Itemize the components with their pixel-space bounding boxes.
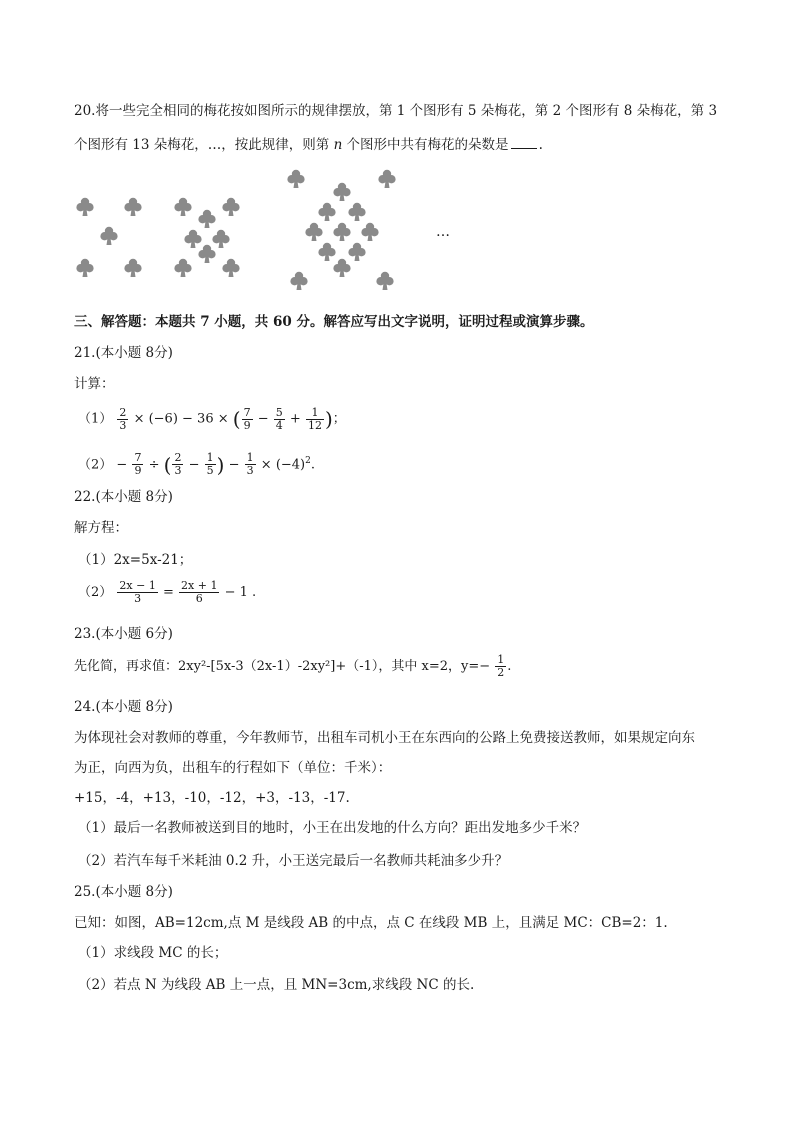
q23-header: 23.(本小题 6分) xyxy=(74,626,173,642)
fraction: $\frac{1}{2}$ xyxy=(497,653,505,679)
section3-heading: 三、解答题：本题共 7 小题，共 60 分。解答应写出文字说明，证明过程或演算步骤。 xyxy=(74,314,594,330)
punct: ； xyxy=(332,411,346,427)
club-icon xyxy=(76,197,94,217)
q21-p2-label: （2） xyxy=(78,457,113,473)
figure-ellipsis: … xyxy=(436,224,450,240)
q21-part1: （1） $\frac{2}{3}$ × (−6) − 36 × ( $\frac{7}{9}$ − $\frac{5}{4}$ + $\frac{1}{12}$ )； xyxy=(78,405,346,432)
q23-text xyxy=(74,652,511,682)
q22-part2 xyxy=(78,578,256,608)
q20-line2-pre: 个图形有 13 朵梅花，…，按此规律，则第 xyxy=(74,137,334,153)
punct: . xyxy=(310,457,316,473)
q23-body: 先化简，再求值：2xy²-[5x-3（2x-1）-2xy²]+（-1），其中 x=2，y=− xyxy=(74,659,491,674)
operator: − xyxy=(257,411,269,427)
q20-line2-post: 个图形中共有梅花的朵数是 xyxy=(342,137,509,153)
club-icon xyxy=(287,169,305,189)
answer-blank xyxy=(511,134,537,149)
q21-p2-tail: × (−4) xyxy=(260,457,306,473)
q20-line2-end: . xyxy=(538,137,543,153)
fraction: $\frac{1}{5}$ xyxy=(206,451,214,478)
fraction: $\frac{5}{4}$ xyxy=(275,405,283,432)
club-icon xyxy=(124,197,142,217)
q22-p2-tail: − 1 . xyxy=(224,585,257,600)
q22-instruction: 解方程： xyxy=(74,520,128,536)
operator: = xyxy=(162,585,174,600)
club-icon xyxy=(361,222,379,242)
q21-p1-mid: × (−6) − 36 × xyxy=(133,411,233,427)
club-icon xyxy=(76,258,94,278)
q24-header: 24.(本小题 8分) xyxy=(74,699,173,715)
q24-paragraph-line1: 为体现社会对教师的尊重，今年教师节，出租车司机小王在东西向的公路上免费接送教师，如果规定向东 xyxy=(74,730,695,746)
q24-part1: （1）最后一名教师被送到目的地时，小王在出发地的什么方向？距出发地多少千米？ xyxy=(78,820,587,836)
q20-var-n: n xyxy=(333,137,343,153)
fraction: $\frac{2x - 1}{3}$ xyxy=(119,579,156,605)
fraction: $\frac{2x + 1}{6}$ xyxy=(181,579,218,605)
q25-part1: （1）求线段 MC 的长； xyxy=(78,945,228,961)
q21-part2: （2） − $\frac{7}{9}$ ÷ ( $\frac{2}{3}$ − $\frac{1}{5}$ ) − $\frac{1}{3}$ × $(-4)^2$. xyxy=(78,451,316,478)
club-icon xyxy=(318,202,336,222)
q25-part2: （2）若点 N 为线段 AB 上一点，且 MN=3cm,求线段 NC 的长. xyxy=(78,977,475,993)
q25-text: 已知：如图，AB=12cm,点 M 是线段 AB 的中点，点 C 在线段 MB 上，且满足 MC：CB=2：1. xyxy=(74,915,668,931)
q24-part2: （2）若汽车每千米耗油 0.2 升，小王送完最后一名教师共耗油多少升？ xyxy=(78,853,509,869)
q22-p2-label: （2） xyxy=(78,585,113,600)
q20-line2 xyxy=(74,134,543,155)
club-icon xyxy=(305,222,323,242)
operator: − xyxy=(116,457,128,473)
fraction: $\frac{7}{9}$ xyxy=(243,405,251,432)
club-icon xyxy=(333,222,351,242)
club-icon xyxy=(198,244,216,264)
club-icon xyxy=(333,182,351,202)
q21-header: 21.(本小题 8分) xyxy=(74,345,173,361)
club-icon xyxy=(348,202,366,222)
club-icon xyxy=(100,226,118,246)
fraction: $\frac{7}{9}$ xyxy=(134,451,142,478)
q24-paragraph-line2: 为正，向西为负，出租车的行程如下（单位：千米）： xyxy=(74,760,392,776)
club-icon xyxy=(222,258,240,278)
operator: + xyxy=(289,411,301,427)
fraction: $\frac{2}{3}$ xyxy=(119,405,127,432)
club-icon xyxy=(174,258,192,278)
club-icon xyxy=(333,258,351,278)
q24-data: +15，-4，+13，-10，-12，+3，-13，-17. xyxy=(74,790,350,806)
club-icon xyxy=(222,197,240,217)
exponent: 2 xyxy=(305,456,311,466)
q20-line1: 20.将一些完全相同的梅花按如图所示的规律摆放，第 1 个图形有 5 朵梅花，第 2 个图形有 8 朵梅花，第 3 xyxy=(74,103,718,119)
club-icon xyxy=(198,209,216,229)
operator: ÷ xyxy=(148,457,160,473)
q22-part1: （1）2x=5x-21； xyxy=(78,552,193,568)
club-icon xyxy=(124,258,142,278)
q22-header: 22.(本小题 8分) xyxy=(74,489,173,505)
fraction: $\frac{1}{3}$ xyxy=(246,451,254,478)
punct: . xyxy=(507,659,512,674)
club-icon xyxy=(174,197,192,217)
club-icon xyxy=(290,271,308,291)
operator: − xyxy=(228,457,240,473)
club-icon xyxy=(378,169,396,189)
q21-instruction: 计算： xyxy=(74,376,115,392)
operator: − xyxy=(188,457,200,473)
fraction: $\frac{2}{3}$ xyxy=(174,451,182,478)
q25-header: 25.(本小题 8分) xyxy=(74,884,173,900)
q21-p1-label: （1） xyxy=(78,411,113,427)
fraction: $\frac{1}{12}$ xyxy=(307,405,322,432)
club-icon xyxy=(376,271,394,291)
